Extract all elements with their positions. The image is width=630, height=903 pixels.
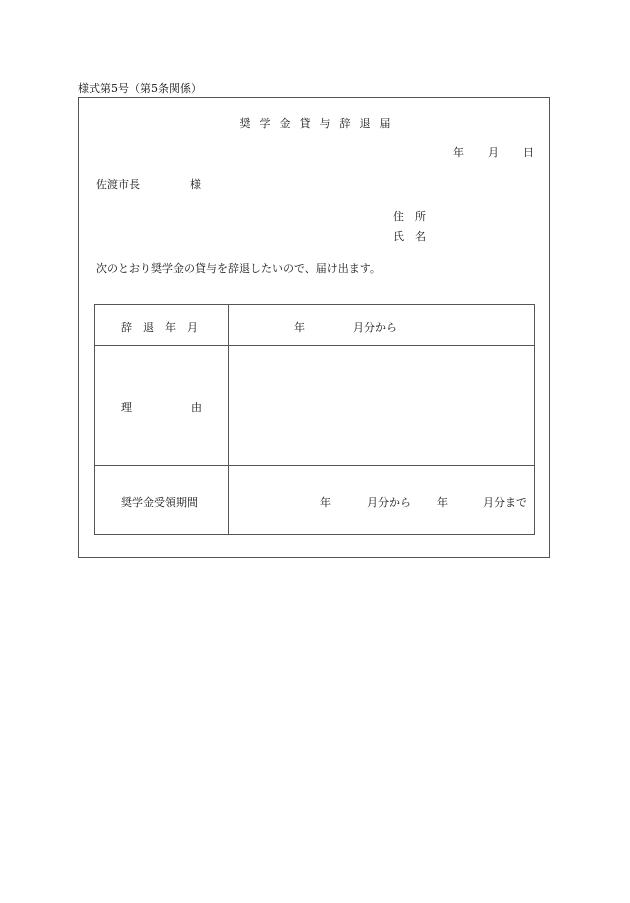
withdrawal-month-unit: 月分から	[353, 321, 397, 334]
statement-text: 次のとおり奨学金の貸与を辞退したいので、届け出ます。	[96, 262, 381, 275]
reason-field[interactable]	[235, 346, 531, 464]
withdrawal-year-unit: 年	[294, 321, 305, 334]
addressee-honorific: 様	[190, 178, 201, 191]
form-number: 様式第5号（第5条関係）	[78, 82, 202, 95]
reason-label-left: 理	[121, 401, 132, 414]
title-char: 与	[319, 117, 331, 130]
title-char: 退	[359, 117, 371, 130]
receipt-period-label: 奨学金受領期間	[121, 496, 198, 509]
table-column-divider	[228, 305, 229, 534]
title-char: 学	[259, 117, 271, 130]
date-day-label: 日	[523, 146, 534, 159]
period-to-month-unit: 月分まで	[483, 496, 527, 509]
addressee-name: 佐渡市長	[96, 178, 140, 191]
title-char: 金	[279, 117, 291, 130]
period-from-year-unit: 年	[320, 496, 331, 509]
date-month-label: 月	[488, 146, 499, 159]
title-char: 届	[379, 117, 391, 130]
title-char: 奨	[239, 117, 251, 130]
date-year-label: 年	[453, 146, 464, 159]
title-char: 貸	[299, 117, 311, 130]
withdrawal-date-label: 辞 退 年 月	[121, 321, 198, 334]
title-char: 辞	[339, 117, 351, 130]
reason-label-right: 由	[191, 401, 202, 414]
period-to-year-unit: 年	[437, 496, 448, 509]
name-label: 氏 名	[393, 230, 426, 243]
form-table	[94, 304, 535, 535]
address-label: 住 所	[393, 210, 426, 223]
period-from-month-unit: 月分から	[367, 496, 411, 509]
withdrawal-date-field[interactable]	[235, 305, 531, 345]
receipt-period-field[interactable]	[235, 466, 531, 534]
form-title	[0, 115, 630, 131]
